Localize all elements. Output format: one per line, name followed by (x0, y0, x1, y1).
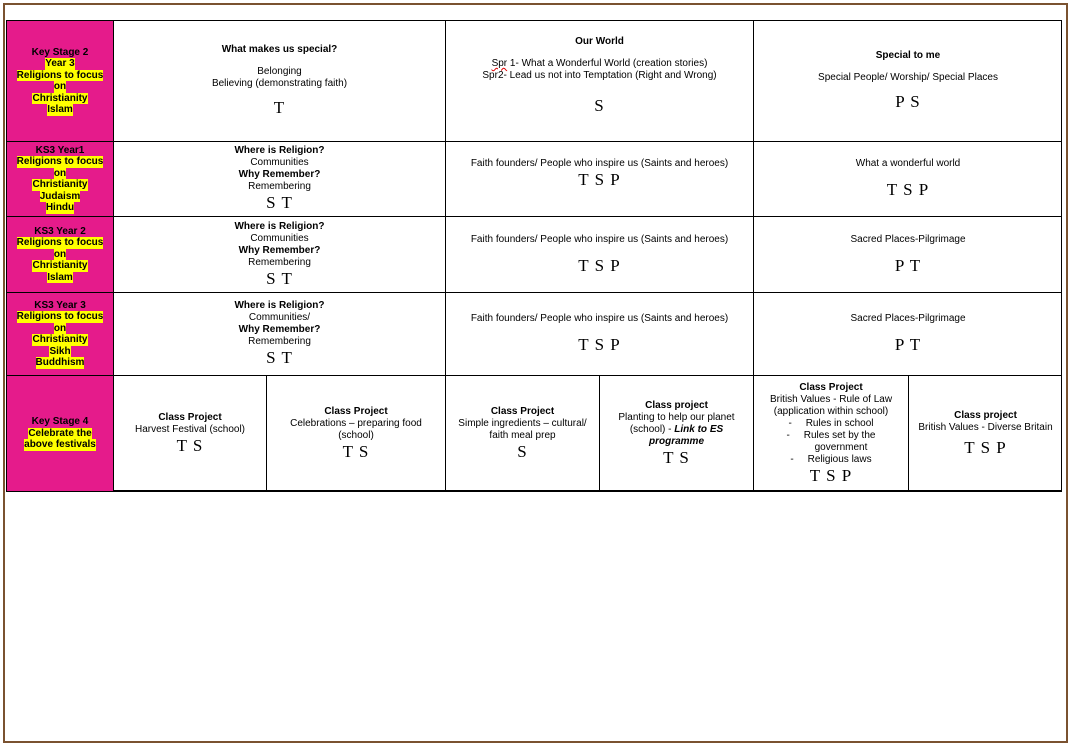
label-line: KS3 Year 3 (34, 299, 86, 311)
label-line: Key Stage 4 (31, 416, 89, 428)
label-line: Celebrate the (28, 427, 92, 439)
answer: Communities (250, 232, 309, 244)
label-line: Christianity (32, 179, 88, 190)
topic-line: Sacred Places-Pilgrimage (850, 313, 966, 324)
ks3y1-topic-2 (446, 142, 754, 217)
row-label-ks3-year1 (7, 142, 114, 217)
topic-line-prefix: Spr (491, 58, 508, 69)
topic-line: Faith founders/ People who inspire us (Saints and heroes) (470, 158, 729, 169)
ks3y2-topic-1 (114, 217, 446, 293)
label-line: Christianity (32, 334, 88, 345)
label-line: above festivals (24, 439, 96, 451)
project-line: faith meal prep (489, 429, 556, 441)
strand-letters: S T (266, 193, 293, 212)
ks4-project-1 (114, 376, 267, 491)
row-label-ks3-year2 (7, 217, 114, 293)
project-line: (application within school) (773, 405, 889, 417)
topic-title: What makes us special? (221, 44, 338, 55)
ks4-project-3 (446, 376, 600, 491)
project-line: Simple ingredients – cultural/ (458, 417, 587, 429)
question: Where is Religion? (234, 220, 325, 232)
topic-line: Faith founders/ People who inspire us (Saints and heroes) (470, 313, 729, 324)
topic-line: Spr2- Lead us not into Temptation (Right and Wrong) (482, 70, 717, 81)
answer: Remembering (248, 181, 311, 192)
label-line: Islam (47, 271, 73, 283)
question: Why Remember? (238, 244, 321, 256)
topic-line: Faith founders/ People who inspire us (Saints and heroes) (470, 233, 729, 245)
strand-letters: P T (894, 335, 922, 354)
strand-letters: S T (266, 348, 293, 367)
project-line: Celebrations – preparing food (290, 417, 422, 429)
row-label-ks4 (7, 376, 114, 491)
label-line: Hindu (45, 202, 75, 213)
strand-letters: T S (663, 447, 690, 467)
question: Where is Religion? (234, 145, 325, 156)
ks4-project-4 (600, 376, 754, 491)
label-line: on (53, 81, 67, 92)
ks3y1-topic-1 (114, 142, 446, 217)
bullet-text: Religious laws (807, 453, 872, 465)
label-line: Year 3 (45, 58, 75, 69)
strand-letters: T S P (886, 180, 930, 199)
project-line: (school) (338, 429, 374, 441)
bullet-text: Rules in school (805, 417, 874, 429)
topic-title: Our World (575, 36, 624, 47)
project-title: Class Project (490, 405, 555, 417)
strand-letters: T S P (578, 170, 621, 189)
ks4-project-2 (267, 376, 446, 491)
label-line: Judaism (39, 190, 81, 202)
topic-line (492, 58, 708, 70)
ks3y1-topic-3 (754, 142, 1062, 217)
strand-letters: P T (894, 255, 922, 275)
topic-title: Special to me (875, 50, 941, 61)
strand-letters: T (273, 98, 286, 117)
es-link-cont: programme (648, 435, 704, 447)
strand-letters: T S P (578, 255, 621, 275)
ks2-topic-1 (114, 21, 446, 142)
label-line: KS3 Year1 (35, 144, 85, 156)
topic-line: Special People/ Worship/ Special Places (818, 72, 998, 83)
strand-letters: S T (266, 268, 293, 288)
label-line: Religions to focus (16, 311, 104, 322)
project-line: Planting to help our planet (618, 411, 735, 423)
strand-letters: P S (895, 92, 921, 111)
ks3y3-topic-2 (446, 293, 754, 376)
answer: Remembering (248, 256, 311, 268)
answer: Communities (250, 157, 309, 168)
project-title: Class project (645, 399, 708, 411)
bullet-text: government (814, 441, 868, 453)
label-line: on (53, 322, 67, 334)
label-line: Buddhism (35, 357, 85, 368)
label-line: Christianity (32, 92, 88, 104)
answer: Remembering (248, 336, 311, 347)
curriculum-table (6, 20, 1062, 492)
topic-line: Believing (demonstrating faith) (211, 78, 348, 89)
ks3y2-topic-2 (446, 217, 754, 293)
topic-line: Sacred Places-Pilgrimage (850, 233, 966, 245)
project-line (630, 424, 723, 436)
bullet-text: Rules set by the (803, 429, 876, 441)
row-label-ks3-year3 (7, 293, 114, 376)
project-line: British Values - Diverse Britain (918, 421, 1053, 433)
ks4-project-5 (754, 376, 909, 491)
strand-letters: S (517, 441, 528, 461)
row-label-ks2 (7, 21, 114, 142)
question: Why Remember? (238, 169, 321, 180)
label-line: Christianity (32, 260, 88, 272)
label-line: Sikh (49, 345, 71, 357)
strand-letters: T S P (964, 437, 1007, 457)
project-title: Class Project (158, 411, 222, 423)
project-title: Class Project (324, 405, 388, 417)
topic-line-rest: 1- What a Wonderful World (creation stories) (507, 58, 708, 69)
bullet-item: - Rules set by the (786, 429, 876, 441)
label-line: Key Stage 2 (31, 46, 89, 58)
project-line: Harvest Festival (school) (134, 423, 246, 435)
project-line-text: (school) - (629, 423, 675, 435)
label-line: Islam (47, 104, 73, 115)
question: Where is Religion? (234, 300, 325, 311)
question: Why Remember? (238, 324, 321, 335)
ks4-project-6 (909, 376, 1062, 491)
strand-letters: S (594, 96, 605, 115)
label-line: on (53, 167, 67, 179)
topic-line: What a wonderful world (855, 158, 961, 169)
label-line: Religions to focus (16, 237, 104, 249)
strand-letters: T S (176, 435, 204, 455)
project-line: British Values - Rule of Law (769, 393, 893, 405)
topic-line: Belonging (257, 66, 302, 77)
strand-letters: T S (342, 441, 370, 461)
bullet-item: - Religious laws (790, 453, 872, 465)
strand-letters: T S P (578, 335, 621, 354)
ks3y3-topic-1 (114, 293, 446, 376)
bullet-item: - Rules in school (788, 417, 874, 429)
ks3y2-topic-3 (754, 217, 1062, 293)
es-link: Link to ES (674, 423, 724, 435)
label-line: on (53, 248, 67, 260)
project-title: Class project (954, 409, 1017, 421)
ks2-topic-2 (446, 21, 754, 142)
strand-letters: T S P (809, 465, 853, 485)
label-line: Religions to focus (16, 69, 104, 81)
label-line: Religions to focus (16, 156, 104, 167)
ks2-topic-3 (754, 21, 1062, 142)
label-line: KS3 Year 2 (34, 225, 86, 237)
answer: Communities/ (248, 312, 311, 323)
project-title: Class Project (799, 381, 863, 393)
ks3y3-topic-3 (754, 293, 1062, 376)
